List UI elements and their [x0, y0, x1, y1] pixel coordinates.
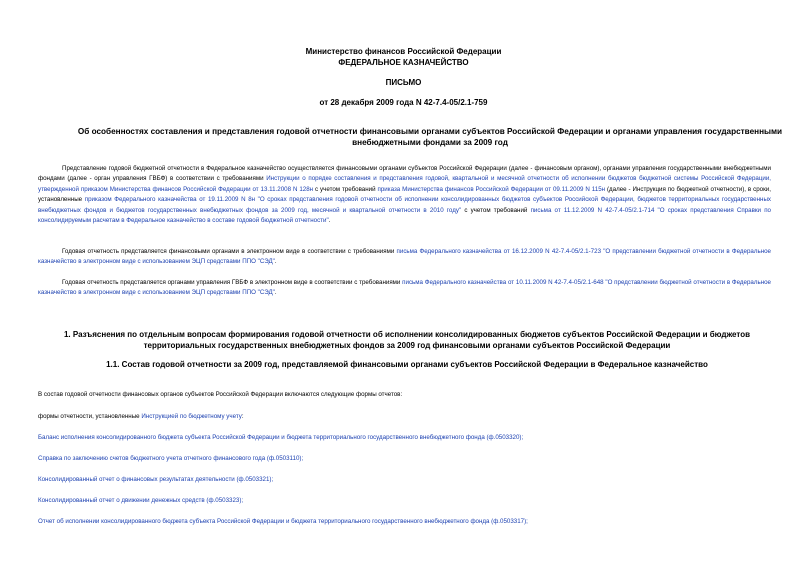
paragraph-2-text: Годовая отчетность представляется финансовыми органами в электронном виде в соответствии с требованиями — [62, 248, 397, 255]
form-0503110-link[interactable]: Справка по заключению счетов бюджетного учета отчетного финансового года (ф.0503110); — [38, 455, 304, 462]
paragraph-1 — [38, 164, 771, 226]
paragraph-3 — [38, 278, 771, 299]
paragraph-2-text: . — [274, 258, 277, 266]
paragraph-3-text: Годовая отчетность представляется органами управления ГВБФ в электронном виде в соответствии с требованиями — [62, 279, 403, 286]
section-1-1-title: 1.1. Состав годовой отчетности за 2009 год, представляемой финансовыми органами субъектов Российской Федерации в Федеральное казначейство — [106, 360, 708, 369]
forms-line — [38, 412, 778, 421]
document-type: ПИСЬМО — [385, 78, 422, 87]
paragraph-2 — [38, 247, 771, 268]
document-date-number: от 28 декабря 2009 года N 42-7.4-05/2.1-759 — [319, 98, 488, 107]
form-0503323-link[interactable]: Консолидированный отчет о движении денежных средств (ф.0503323); — [38, 497, 244, 504]
document-title: Об особенностях составления и представления годовой отчетности финансовыми органами субъектов Российской Федерации и органами управления государственными внебюджетными фондами за 2009 год — [77, 127, 783, 147]
paragraph-3-text: . — [274, 289, 277, 297]
treasury-name: ФЕДЕРАЛЬНОЕ КАЗНАЧЕЙСТВО — [338, 58, 469, 67]
paragraph-1-text: с учетом требований — [313, 185, 378, 193]
paragraph-1-text: (далее - Инструкция по бюджетной отчетности), в сроки, установленные — [38, 185, 771, 204]
form-0503320-link[interactable]: Баланс исполнения консолидированного бюджета субъекта Российской Федерации и бюджета территориального государственного внебюджетного фонда (ф.0503320); — [38, 434, 524, 441]
paragraph-1-text: . — [328, 217, 331, 225]
forms-line-text: формы отчетности, установленные — [38, 413, 142, 420]
order-8n-link[interactable]: приказом Федерального казначейства от 19.11.2009 N 8н "О сроках представления годовой отчетности об исполнении консолидированных бюджетов субъектов Российской Федерации, бюджетов территориальных государственных внебюджетных фондов и бюджетов государственных внебюджетных фондов за 2009 год, месячной и квартальной отчетности в 2010 году" — [38, 196, 771, 214]
accounting-instruction-link[interactable]: Инструкцией по бюджетному учету — [141, 413, 242, 420]
paragraph-1-text: Представление годовой бюджетной отчетности в Федеральное казначейство осуществляется финансовыми органами субъектов Российской Федерации (далее - финансовым органом), органами управления государственными внебюджетными фондами (далее - орган управления ГВБФ) в соответствии с требованиями — [38, 165, 771, 183]
form-0503321-link[interactable]: Консолидированный отчет о финансовых результатах деятельности (ф.0503321); — [38, 476, 274, 483]
letter-648-link[interactable]: письма Федерального казначейства от 10.11.2009 N 42-7.4-05/2.1-648 "О представлении бюджетной отчетности в Федеральное казначейство в электронном виде с использованием ЭЦП средствами ППО "СЭД" — [38, 279, 771, 297]
section-1-title: 1. Разъяснения по отдельным вопросам формирования годовой отчетности об исполнении консолидированных бюджетов субъектов Российской Федерации и бюджетов территориальных государственных внебюджетных фондов за 2009 год финансовыми органами субъектов Российской Федерации — [63, 330, 750, 350]
ministry-name: Министерство финансов Российской Федерации — [305, 47, 502, 56]
letter-714-link[interactable]: письма от 11.12.2009 N 42-7.4-05/2.1-714 "О сроках представления Справки по консолидируемым расчетам в Федеральное казначейство в составе годовой бюджетной отчетности" — [38, 206, 771, 225]
instruction-link[interactable]: Инструкции о порядке составления и представления годовой, квартальной и месячной отчетности об исполнении бюджетов бюджетной системы Российской Федерации, утвержденной приказом Министерства финансов Российской Федерации от 13.11.2008 N 128н — [38, 175, 772, 193]
letter-723-link[interactable]: письма Федерального казначейства от 16.12.2009 N 42-7.4-05/2.1-723 "О представлении бюджетной отчетности в Федеральное казначейство в электронном виде с использованием ЭЦП средствами ППО "СЭД" — [38, 248, 771, 266]
form-0503317-link[interactable]: Отчет об исполнении консолидированного бюджета субъекта Российской Федерации и бюджета территориального государственного внебюджетного фонда (ф.0503317); — [38, 518, 528, 525]
paragraph-1-text: с учетом требований — [461, 206, 531, 214]
order-115n-link[interactable]: приказа Министерства финансов Российской Федерации от 09.11.2009 N 115н — [377, 185, 606, 193]
forms-intro: В состав годовой отчетности финансовых органов субъектов Российской Федерации включаются следующие формы отчетов: — [38, 391, 403, 398]
forms-line-tail: : — [241, 413, 244, 420]
